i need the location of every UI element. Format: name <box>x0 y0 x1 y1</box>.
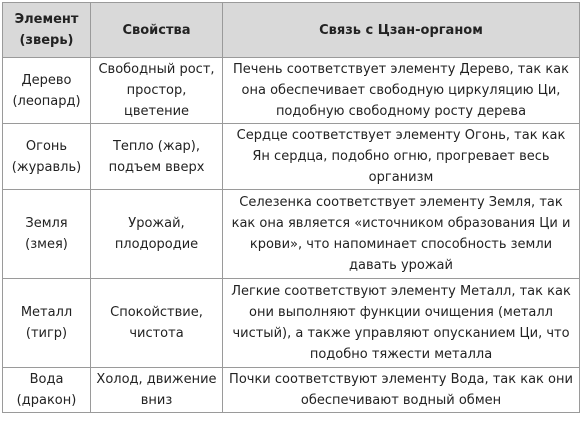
table-row <box>3 279 580 368</box>
cell-properties: Холод, движение вниз <box>91 368 223 413</box>
cell-element: Вода (дракон) <box>3 368 91 413</box>
table-row <box>3 368 580 413</box>
cell-element: Огонь (журавль) <box>3 124 91 190</box>
cell-properties: Тепло (жар), подъем вверх <box>91 124 223 190</box>
cell-relation: Легкие соответствуют элементу Металл, так как они выполняют функции очищения (металл чистый), а также управляют опусканием Ци, что подобно тяжести металла <box>223 279 580 368</box>
cell-properties: Спокойствие, чистота <box>91 279 223 368</box>
header-relation: Связь с Цзан-органом <box>223 3 580 58</box>
cell-properties: Урожай, плодородие <box>91 190 223 279</box>
five-elements-table <box>2 2 580 413</box>
cell-relation: Печень соответствует элементу Дерево, так как она обеспечивает свободную циркуляцию Ци, подобную свободному росту дерева <box>223 58 580 124</box>
header-properties: Свойства <box>91 3 223 58</box>
table-row <box>3 124 580 190</box>
cell-relation: Сердце соответствует элементу Огонь, так как Ян сердца, подобно огню, прогревает весь организм <box>223 124 580 190</box>
table-row <box>3 58 580 124</box>
table-header-row <box>3 3 580 58</box>
table-row <box>3 190 580 279</box>
cell-relation: Селезенка соответствует элементу Земля, так как она является «источником образования Ци и крови», что напоминает способность земли давать урожай <box>223 190 580 279</box>
header-element: Элемент (зверь) <box>3 3 91 58</box>
cell-element: Земля (змея) <box>3 190 91 279</box>
cell-relation: Почки соответствуют элементу Вода, так как они обеспечивают водный обмен <box>223 368 580 413</box>
cell-element: Металл (тигр) <box>3 279 91 368</box>
cell-element: Дерево (леопард) <box>3 58 91 124</box>
cell-properties: Свободный рост, простор, цветение <box>91 58 223 124</box>
